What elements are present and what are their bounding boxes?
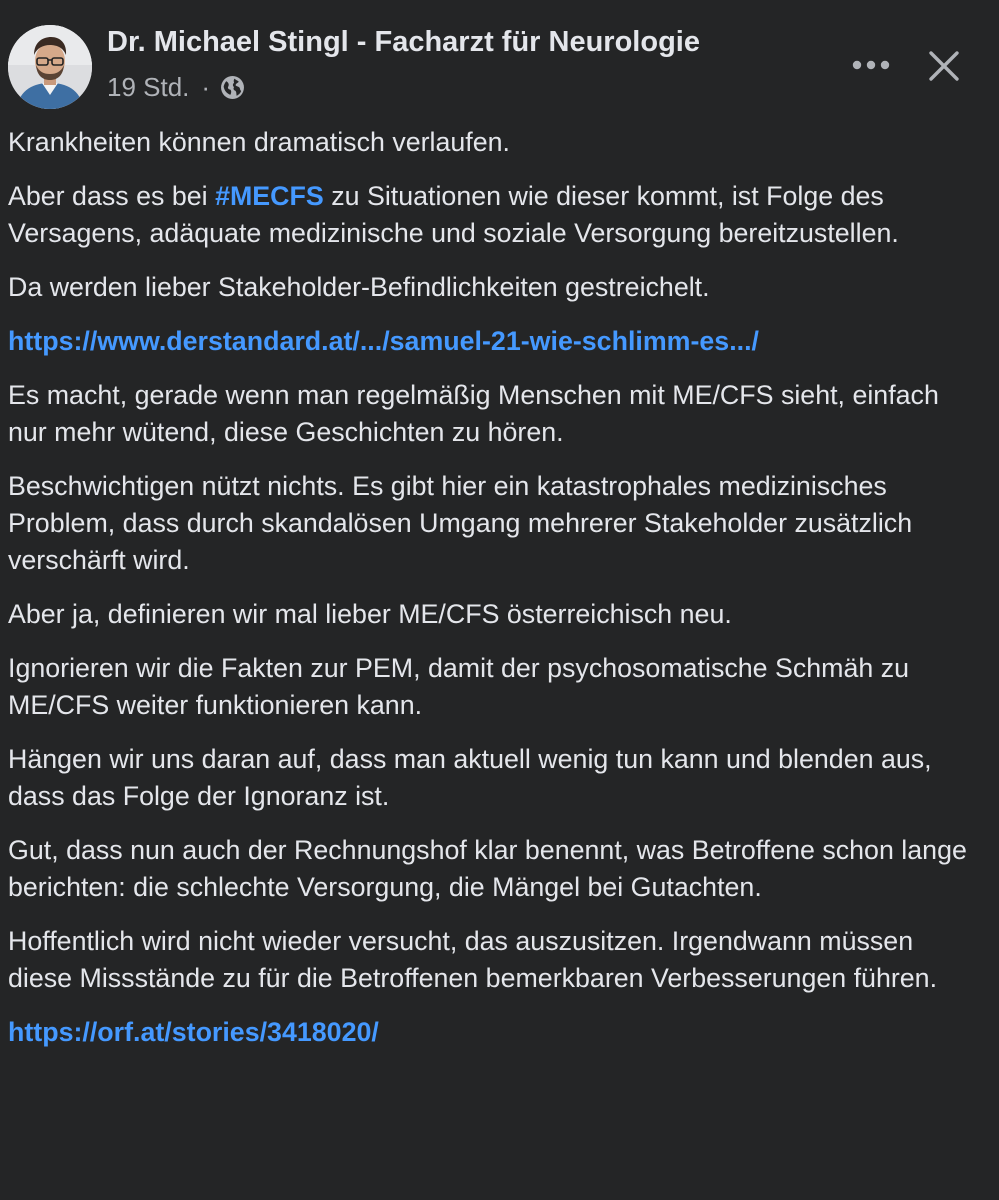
- paragraph-5: Beschwichtigen nützt nichts. Es gibt hier ein katastrophales medizinisches Problem, dass durch skandalösen Umgang mehrerer Stakeholder zusätzlich verschärft wird.: [8, 471, 913, 575]
- post-timestamp[interactable]: 19 Std.: [107, 72, 190, 102]
- article-link-orf[interactable]: https://orf.at/stories/3418020/: [8, 1017, 379, 1047]
- link-paragraph-1: [8, 323, 983, 360]
- close-button[interactable]: [916, 38, 972, 94]
- paragraph-7: Ignorieren wir die Fakten zur PEM, damit der psychosomatische Schmäh zu ME/CFS weiter funktionieren kann.: [8, 653, 910, 720]
- close-icon: [928, 50, 960, 82]
- paragraph-9: Gut, dass nun auch der Rechnungshof klar benennt, was Betroffene schon lange berichten: die schlechte Versorgung, die Mängel bei Gutachten.: [8, 835, 967, 902]
- paragraph-6: Aber ja, definieren wir mal lieber ME/CFS österreichisch neu.: [8, 599, 732, 629]
- paragraph-4: Es macht, gerade wenn man regelmäßig Menschen mit ME/CFS sieht, einfach nur mehr wütend, diese Geschichten zu hören.: [8, 380, 939, 447]
- meta-separator: ·: [201, 72, 211, 102]
- more-horizontal-icon: [851, 59, 891, 71]
- paragraph-3: Da werden lieber Stakeholder-Befindlichkeiten gestreichelt.: [8, 272, 710, 302]
- article-link-derstandard[interactable]: https://www.derstandard.at/.../samuel-21-wie-schlimm-es.../: [8, 326, 759, 356]
- hashtag-link[interactable]: #MECFS: [215, 181, 324, 211]
- paragraph-2: [8, 178, 983, 252]
- link-paragraph-2: [8, 1014, 983, 1051]
- globe-icon[interactable]: [220, 75, 245, 100]
- paragraph-2-start: Aber dass es bei: [8, 181, 216, 211]
- post-body: [8, 124, 983, 1068]
- paragraph-8: Hängen wir uns daran auf, dass man aktuell wenig tun kann und blenden aus, dass das Folge der Ignoranz ist.: [8, 744, 932, 811]
- more-options-button[interactable]: [843, 40, 899, 90]
- paragraph-2-end: zu Situationen wie dieser kommt, ist Folge des Versagens, adäquate medizinische und soziale Versorgung bereitzustellen.: [8, 181, 899, 248]
- paragraph-10: Hoffentlich wird nicht wieder versucht, das auszusitzen. Irgendwann müssen diese Missstände zu für die Betroffenen bemerkbaren Verbesserungen führen.: [8, 926, 938, 993]
- paragraph-1: Krankheiten können dramatisch verlaufen.: [8, 127, 510, 157]
- avatar[interactable]: [8, 25, 92, 109]
- post-meta: [107, 72, 245, 103]
- post-header: [0, 0, 999, 120]
- author-name[interactable]: Dr. Michael Stingl - Facharzt für Neurologie: [107, 26, 700, 58]
- avatar-image: [8, 25, 92, 109]
